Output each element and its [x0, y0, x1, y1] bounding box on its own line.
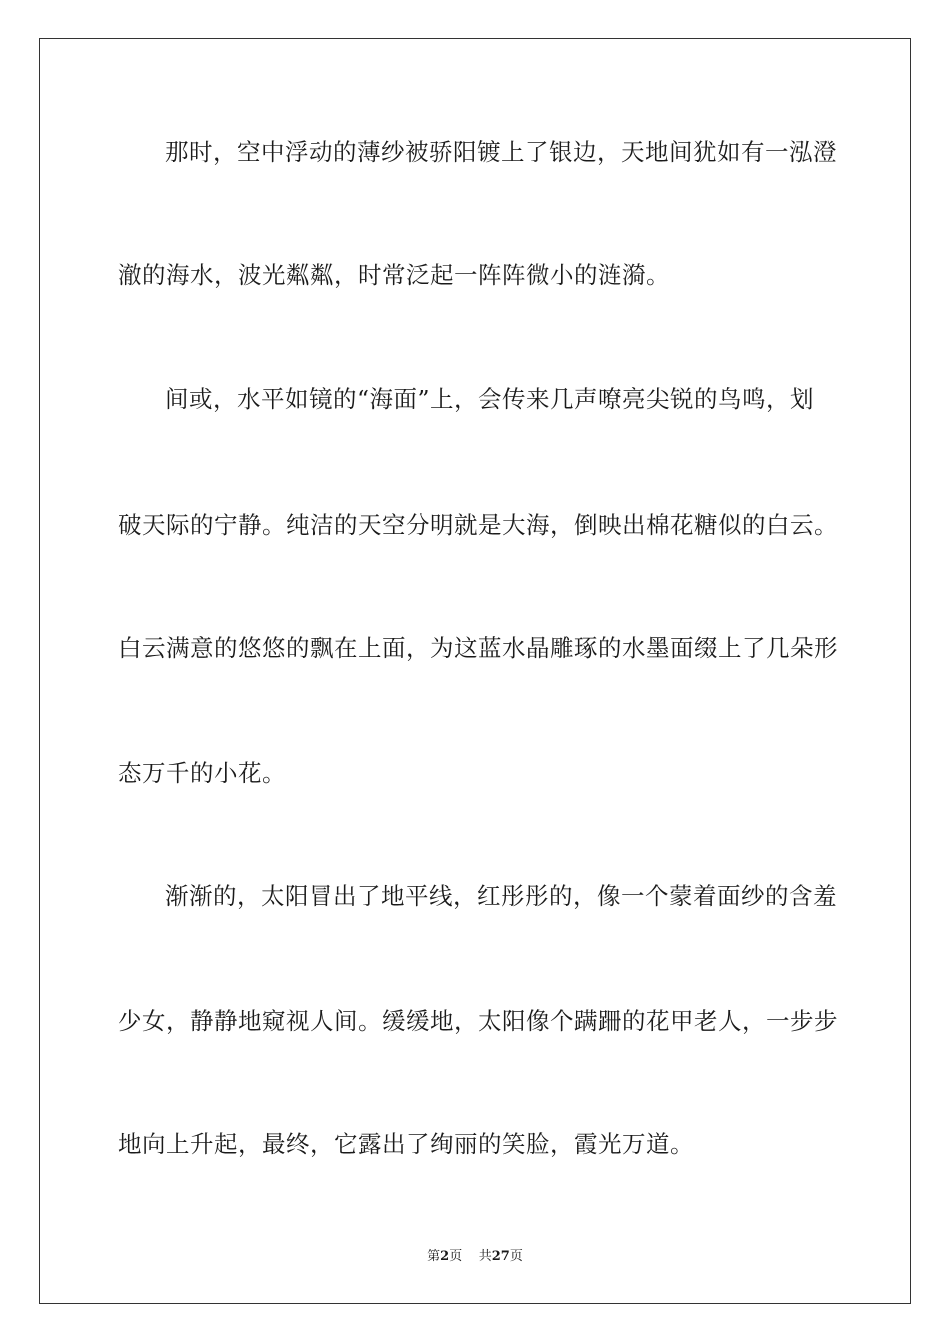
- total-pages: 27: [491, 1249, 510, 1264]
- total-prefix: 共: [478, 1249, 492, 1264]
- paragraph-3-line-3: 地向上升起，最终，它露出了绚丽的笑脸，霞光万道。: [118, 1130, 694, 1158]
- page-footer: [0, 1248, 950, 1266]
- total-suffix: 页: [509, 1249, 523, 1264]
- paragraph-2-line-3: 白云满意的悠悠的飘在上面，为这蓝水晶雕琢的水墨面缀上了几朵形: [118, 634, 838, 662]
- paragraph-2-line-4: 态万千的小花。: [118, 759, 286, 787]
- paragraph-2-line-1: 间或，水平如镜的“海面”上，会传来几声嘹亮尖锐的鸟鸣，划: [165, 385, 815, 413]
- paragraph-1-line-1: 那时，空中浮动的薄纱被骄阳镀上了银边，天地间犹如有一泓澄: [165, 138, 837, 166]
- paragraph-2-line-2: 破天际的宁静。纯洁的天空分明就是大海，倒映出棉花糖似的白云。: [118, 511, 838, 539]
- paragraph-3-line-2: 少女，静静地窥视人间。缓缓地，太阳像个蹒跚的花甲老人，一步步: [118, 1007, 838, 1035]
- paragraph-1-line-2: 澈的海水，波光粼粼，时常泛起一阵阵微小的涟漪。: [118, 261, 670, 289]
- page-border: [39, 38, 911, 1304]
- page-number: 2: [440, 1249, 450, 1264]
- paragraph-3-line-1: 渐渐的，太阳冒出了地平线，红彤彤的，像一个蒙着面纱的含羞: [165, 882, 837, 910]
- page-suffix: 页: [449, 1249, 463, 1264]
- page-prefix: 第: [427, 1249, 441, 1264]
